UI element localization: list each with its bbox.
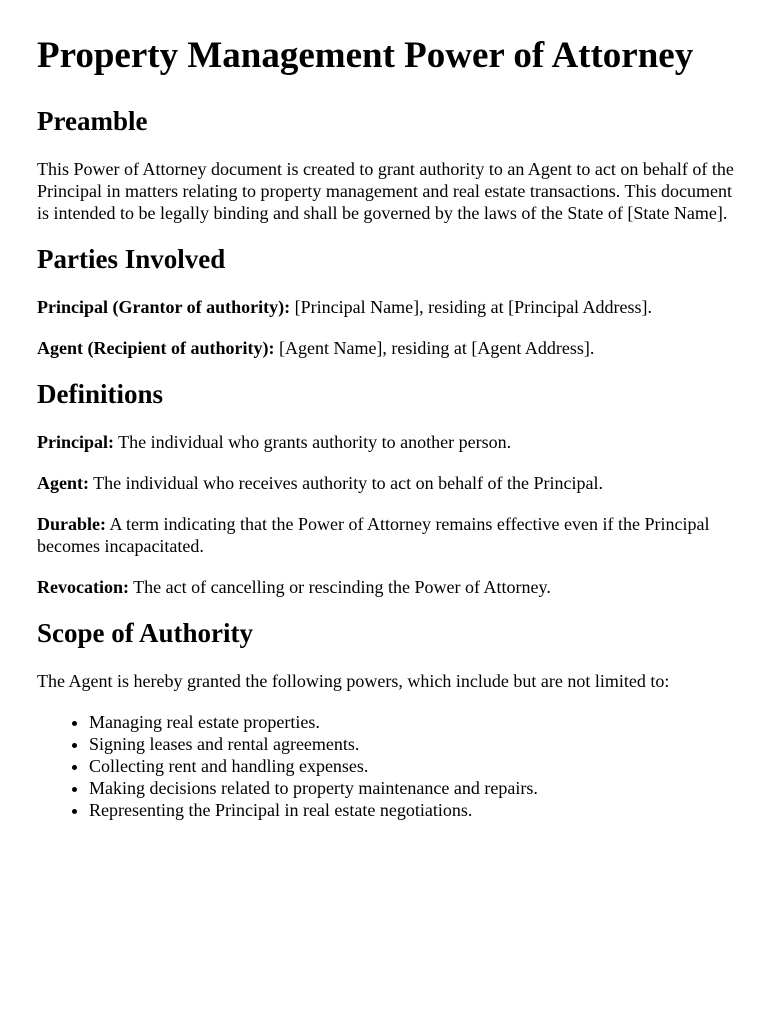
scope-heading: Scope of Authority [37, 618, 253, 648]
parties-heading: Parties Involved [37, 244, 226, 274]
agent-party [37, 337, 734, 359]
definition-text: The individual who grants authority to another person. [114, 432, 512, 452]
definition-term: Revocation: [37, 577, 129, 597]
parties-section [37, 243, 734, 359]
definition-principal [37, 431, 734, 453]
scope-intro: The Agent is hereby granted the following powers, which include but are not limited to: [37, 671, 670, 691]
power-item: • Making decisions related to property maintenance and repairs. [89, 777, 734, 799]
power-item: • Signing leases and rental agreements. [89, 733, 734, 755]
document-title: Property Management Power of Attorney [37, 35, 694, 76]
definition-durable [37, 513, 734, 557]
agent-party-text: [Agent Name], residing at [Agent Address]. [274, 338, 595, 358]
principal-party-text: [Principal Name], residing at [Principal Address]. [290, 297, 653, 317]
definition-term: Principal: [37, 432, 114, 452]
definition-term: Durable: [37, 514, 106, 534]
preamble-heading: Preamble [37, 106, 148, 136]
principal-party-label: Principal (Grantor of authority): [37, 297, 291, 317]
power-item: • Collecting rent and handling expenses. [89, 755, 734, 777]
definition-text: A term indicating that the Power of Attorney remains effective even if the Principal becomes incapacitated. [37, 514, 710, 556]
powers-list [37, 711, 734, 821]
definition-agent [37, 472, 734, 494]
definition-text: The individual who receives authority to act on behalf of the Principal. [89, 473, 604, 493]
preamble-section [37, 105, 734, 224]
definition-revocation [37, 576, 734, 598]
power-item: • Managing real estate properties. [89, 711, 734, 733]
definitions-heading: Definitions [37, 379, 164, 409]
power-item: • Representing the Principal in real estate negotiations. [89, 799, 734, 821]
definition-term: Agent: [37, 473, 89, 493]
preamble-text: This Power of Attorney document is created to grant authority to an Agent to act on behalf of the Principal in matters relating to property management and real estate transactions. This document is intended to be legally binding and shall be governed by the laws of the State of [State Name]. [37, 159, 734, 223]
scope-section [37, 617, 734, 821]
definition-text: The act of cancelling or rescinding the Power of Attorney. [128, 577, 551, 597]
principal-party [37, 296, 734, 318]
definitions-section [37, 378, 734, 598]
agent-party-label: Agent (Recipient of authority): [37, 338, 275, 358]
